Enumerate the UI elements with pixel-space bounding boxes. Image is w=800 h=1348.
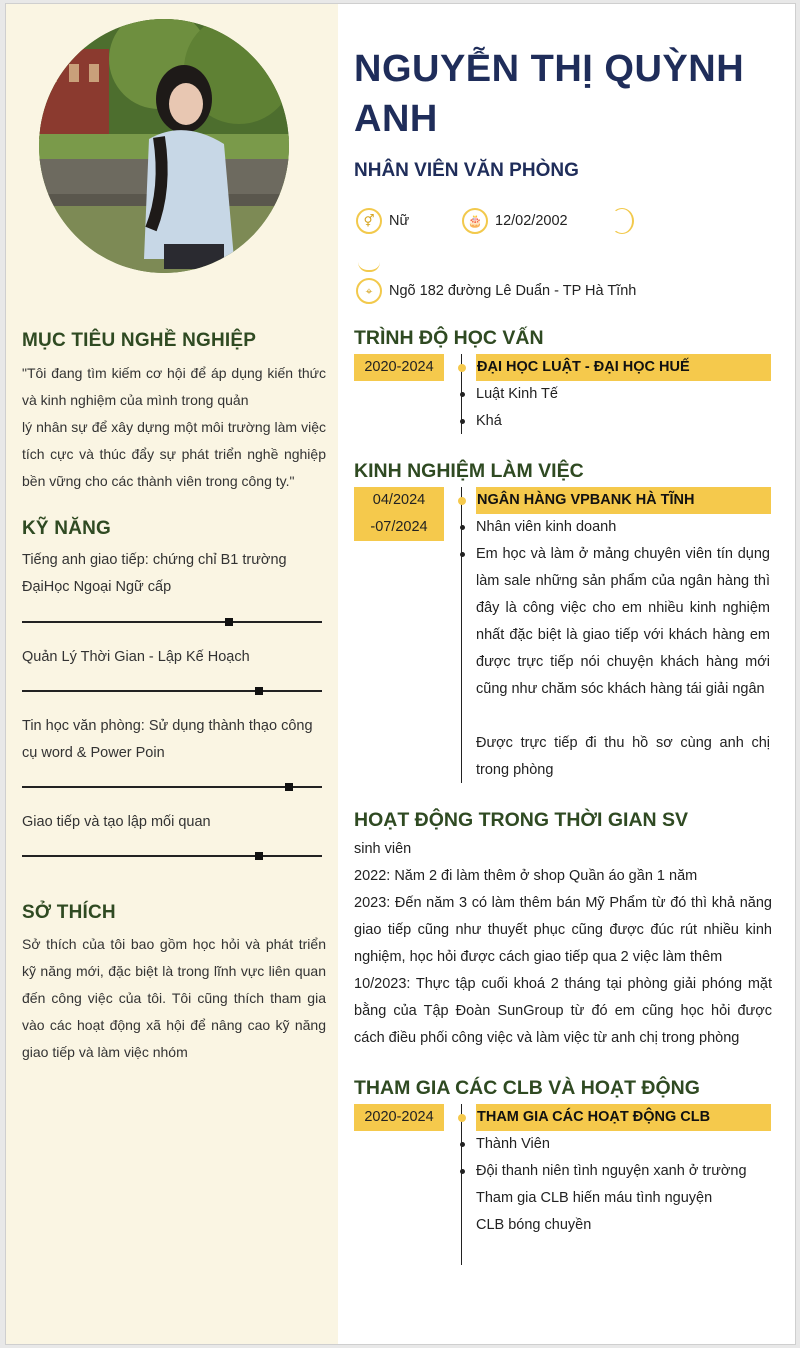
clubs-item-2: Tham gia CLB hiến máu tình nguyện <box>476 1190 713 1206</box>
activities-line-0: sinh viên <box>354 841 412 857</box>
skill-level-marker <box>255 687 263 695</box>
skill-bar-track <box>22 690 322 692</box>
skill-item <box>22 713 327 767</box>
birthday-value: 12/02/2002 <box>495 213 568 229</box>
clubs-item-1: Đội thanh niên tình nguyện xanh ở trường <box>476 1163 747 1179</box>
education-grade: Khá <box>476 413 502 429</box>
experience-title: KINH NGHIỆM LÀM VIỆC <box>354 460 584 482</box>
email-icon <box>358 262 380 272</box>
skill-item <box>22 809 327 836</box>
birthday-info <box>462 208 568 234</box>
skill-name: Quản Lý Thời Gian - Lập Kế Hoạch <box>22 649 250 665</box>
experience-date-end: -07/2024 <box>370 519 428 535</box>
activities-line-3: 10/2023: Thực tập cuối khoá 2 tháng tại phòng giải phóng mặt bằng của Tập Đoàn SunGroup từ đó em cũng học hỏi được cách điều phối công việc và làm việc từ anh chị trong phòng <box>354 976 772 1046</box>
sidebar <box>6 4 338 1344</box>
job-title: NHÂN VIÊN VĂN PHÒNG <box>354 160 579 181</box>
education-title: TRÌNH ĐỘ HỌC VẤN <box>354 327 544 349</box>
objective-line-2: lý nhân sự để xây dựng một môi trường làm việc tích cực và thúc đẩy sự phát triển nghề nghiệp bền vững cho các thành viên trong công ty." <box>22 419 326 489</box>
timeline-dot <box>458 1114 466 1122</box>
skill-level-marker <box>285 783 293 791</box>
experience-extra: Được trực tiếp đi thu hồ sơ cùng anh chị trong phòng <box>476 735 770 778</box>
gender-value: Nữ <box>389 213 410 229</box>
timeline-dot <box>458 497 466 505</box>
hobbies-text: Sở thích của tôi bao gồm học hỏi và phát triển kỹ năng mới, đặc biệt là trong lĩnh vực liên quan đến công việc của tôi. Tôi cũng thích tham gia vào các hoạt động xã hội để nâng cao kỹ năng giao tiếp và làm việc nhóm <box>22 936 326 1060</box>
education-date: 2020-2024 <box>354 354 444 381</box>
address-info <box>356 278 636 304</box>
objective-line-1: "Tôi đang tìm kiếm cơ hội để áp dụng kiến thức và kinh nghiệm của mình trong quản <box>22 365 326 408</box>
activities-line-1: 2022: Năm 2 đi làm thêm ở shop Quần áo gần 1 năm <box>354 868 698 884</box>
skill-bar-2 <box>22 690 327 692</box>
skills-title: KỸ NĂNG <box>22 518 112 539</box>
activities-title: HOẠT ĐỘNG TRONG THỜI GIAN SV <box>354 809 689 831</box>
bullet <box>460 525 465 530</box>
candidate-name: NGUYỄN THỊ QUỲNH ANH <box>354 48 745 140</box>
skill-item <box>22 644 327 671</box>
bullet <box>460 552 465 557</box>
clubs-heading: THAM GIA CÁC HOẠT ĐỘNG CLB <box>476 1104 771 1131</box>
timeline-dot <box>458 364 466 372</box>
skill-level-marker <box>225 618 233 626</box>
experience-date <box>354 487 444 541</box>
skill-name: Tiếng anh giao tiếp: chứng chỉ B1 trường ĐạiHọc Ngoại Ngữ cấp <box>22 552 287 595</box>
clubs-item-3: CLB bóng chuyền <box>476 1217 592 1233</box>
clubs-date: 2020-2024 <box>354 1104 444 1131</box>
profile-photo <box>39 19 289 273</box>
location-pin-icon: ⌖ <box>356 278 382 304</box>
bullet <box>460 392 465 397</box>
gender-info <box>356 208 409 234</box>
bullet <box>460 1142 465 1147</box>
bullet <box>460 419 465 424</box>
skill-name: Tin học văn phòng: Sử dụng thành thạo công cụ word & Power Poin <box>22 718 313 761</box>
skill-bar-4 <box>22 855 327 857</box>
skill-level-marker <box>255 852 263 860</box>
experience-description: Em học và làm ở mảng chuyên viên tín dụng làm sale những sản phẩm của ngân hàng thì đây là công việc cho em nhiều kinh nghiệm nhất đặc biệt là giao tiếp với khách hàng em được trực tiếp nói chuyện khách hàng mới cũng như chăm sóc khách hàng tái giải ngân <box>476 546 770 697</box>
timeline-line <box>461 1104 462 1265</box>
activities-line-2: 2023: Đến năm 3 có làm thêm bán Mỹ Phẩm từ đó thì khả năng giao tiếp cũng như thuyết phục cũng được đúc rút nhiều kinh nghiệm, học hỏi được cách giao tiếp qua 2 việc làm thêm <box>354 895 772 965</box>
address-value: Ngõ 182 đường Lê Duẩn - TP Hà Tĩnh <box>389 283 637 299</box>
skill-item <box>22 547 327 601</box>
education-major: Luật Kinh Tế <box>476 386 558 402</box>
timeline-line <box>461 487 462 783</box>
experience-company: NGÂN HÀNG VPBANK HÀ TĨNH <box>476 487 771 514</box>
skill-bar-track <box>22 855 322 857</box>
skill-bar-track <box>22 621 322 623</box>
clubs-title: THAM GIA CÁC CLB VÀ HOẠT ĐỘNG <box>354 1077 700 1099</box>
experience-position: Nhân viên kinh doanh <box>476 519 617 535</box>
education-school: ĐẠI HỌC LUẬT - ĐẠI HỌC HUẾ <box>476 354 771 381</box>
objective-title: MỤC TIÊU NGHỀ NGHIỆP <box>22 330 257 351</box>
skill-bar-track <box>22 786 322 788</box>
clubs-role: Thành Viên <box>476 1136 550 1152</box>
experience-date-start: 04/2024 <box>372 492 426 508</box>
skill-name: Giao tiếp và tạo lập mối quan <box>22 814 211 830</box>
cake-icon: 🎂 <box>462 208 488 234</box>
skill-bar-3 <box>22 786 327 788</box>
resume-page <box>5 3 796 1345</box>
gender-icon: ⚥ <box>356 208 382 234</box>
bullet <box>460 1169 465 1174</box>
skill-bar-1 <box>22 621 327 623</box>
phone-icon <box>610 208 634 234</box>
hobbies-title: SỞ THÍCH <box>22 902 116 923</box>
